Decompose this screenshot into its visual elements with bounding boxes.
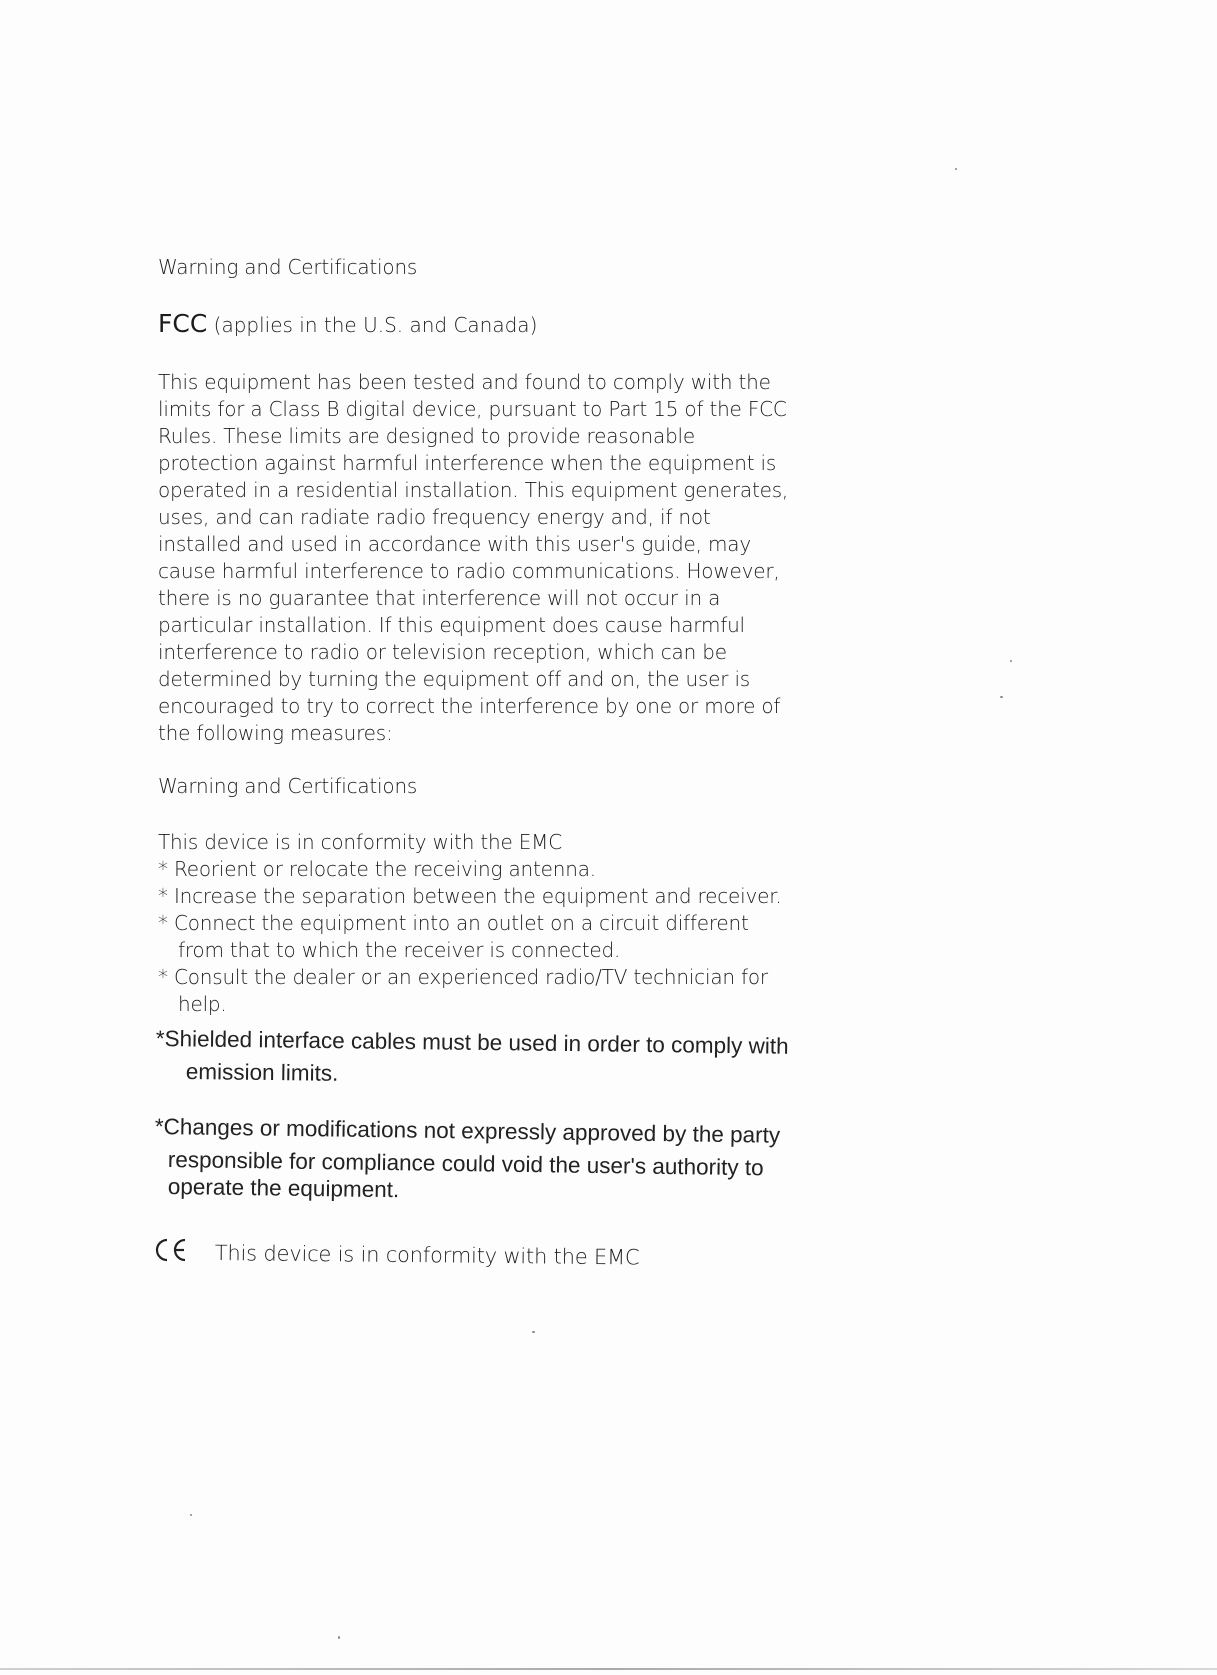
changes-note-line: *Changes or modifications not expressly approved by the party xyxy=(154,1113,781,1148)
ce-statement: This device is in conformity with the EMC xyxy=(214,1241,640,1270)
scan-speck xyxy=(190,1514,192,1516)
measure-item: * Consult the dealer or an experienced radio/TV technician for xyxy=(158,965,768,989)
fcc-heading xyxy=(158,309,537,338)
paragraph-line: installed and used in accordance with this user's guide, may xyxy=(158,532,751,556)
measure-item-continued: help. xyxy=(178,992,227,1016)
paragraph-line: limits for a Class B digital device, pursuant to Part 15 of the FCC xyxy=(158,397,787,421)
document-title: Warning and Certifications xyxy=(158,255,418,279)
paragraph-line: cause harmful interference to radio communications. However, xyxy=(158,559,780,583)
shielded-note-line: *Shielded interface cables must be used in order to comply with xyxy=(155,1025,789,1059)
shielded-note-line: emission limits. xyxy=(185,1058,339,1086)
scan-speck xyxy=(338,1636,340,1639)
measure-item: * Connect the equipment into an outlet on a circuit different xyxy=(158,911,749,935)
measure-item-continued: from that to which the receiver is connected. xyxy=(178,938,621,962)
paragraph-line: This equipment has been tested and found to comply with the xyxy=(158,370,771,394)
scan-speck xyxy=(955,168,957,170)
paragraph-line: Rules. These limits are designed to provide reasonable xyxy=(158,424,696,448)
paragraph-line: particular installation. If this equipment does cause harmful xyxy=(158,613,745,637)
paragraph-line: encouraged to try to correct the interference by one or more of xyxy=(158,694,781,718)
scan-speck xyxy=(1000,696,1003,698)
paragraph-line: uses, and can radiate radio frequency energy and, if not xyxy=(158,505,711,529)
paragraph-line: protection against harmful interference when the equipment is xyxy=(158,451,777,475)
emc-intro: This device is in conformity with the EMC xyxy=(158,830,562,854)
fcc-abbrev: FCC xyxy=(158,309,208,338)
changes-note-line: operate the equipment. xyxy=(167,1173,400,1203)
section-subtitle: Warning and Certifications xyxy=(158,774,418,798)
scan-bottom-edge xyxy=(0,1668,1217,1670)
paragraph-line: operated in a residential installation. This equipment generates, xyxy=(158,478,789,502)
measure-item: * Reorient or relocate the receiving antenna. xyxy=(158,857,596,881)
paragraph-line: the following measures: xyxy=(158,721,393,745)
measure-item: * Increase the separation between the equipment and receiver. xyxy=(158,884,782,908)
fcc-note: (applies in the U.S. and Canada) xyxy=(213,313,538,337)
changes-note-line: responsible for compliance could void the user's authority to xyxy=(167,1146,764,1181)
paragraph-line: determined by turning the equipment off and on, the user is xyxy=(158,667,751,691)
paragraph-line: interference to radio or television reception, which can be xyxy=(158,640,727,664)
scan-speck xyxy=(532,1331,535,1333)
ce-mark-icon xyxy=(153,1235,189,1265)
scan-speck xyxy=(1010,660,1012,662)
paragraph-line: there is no guarantee that interference will not occur in a xyxy=(158,586,721,610)
